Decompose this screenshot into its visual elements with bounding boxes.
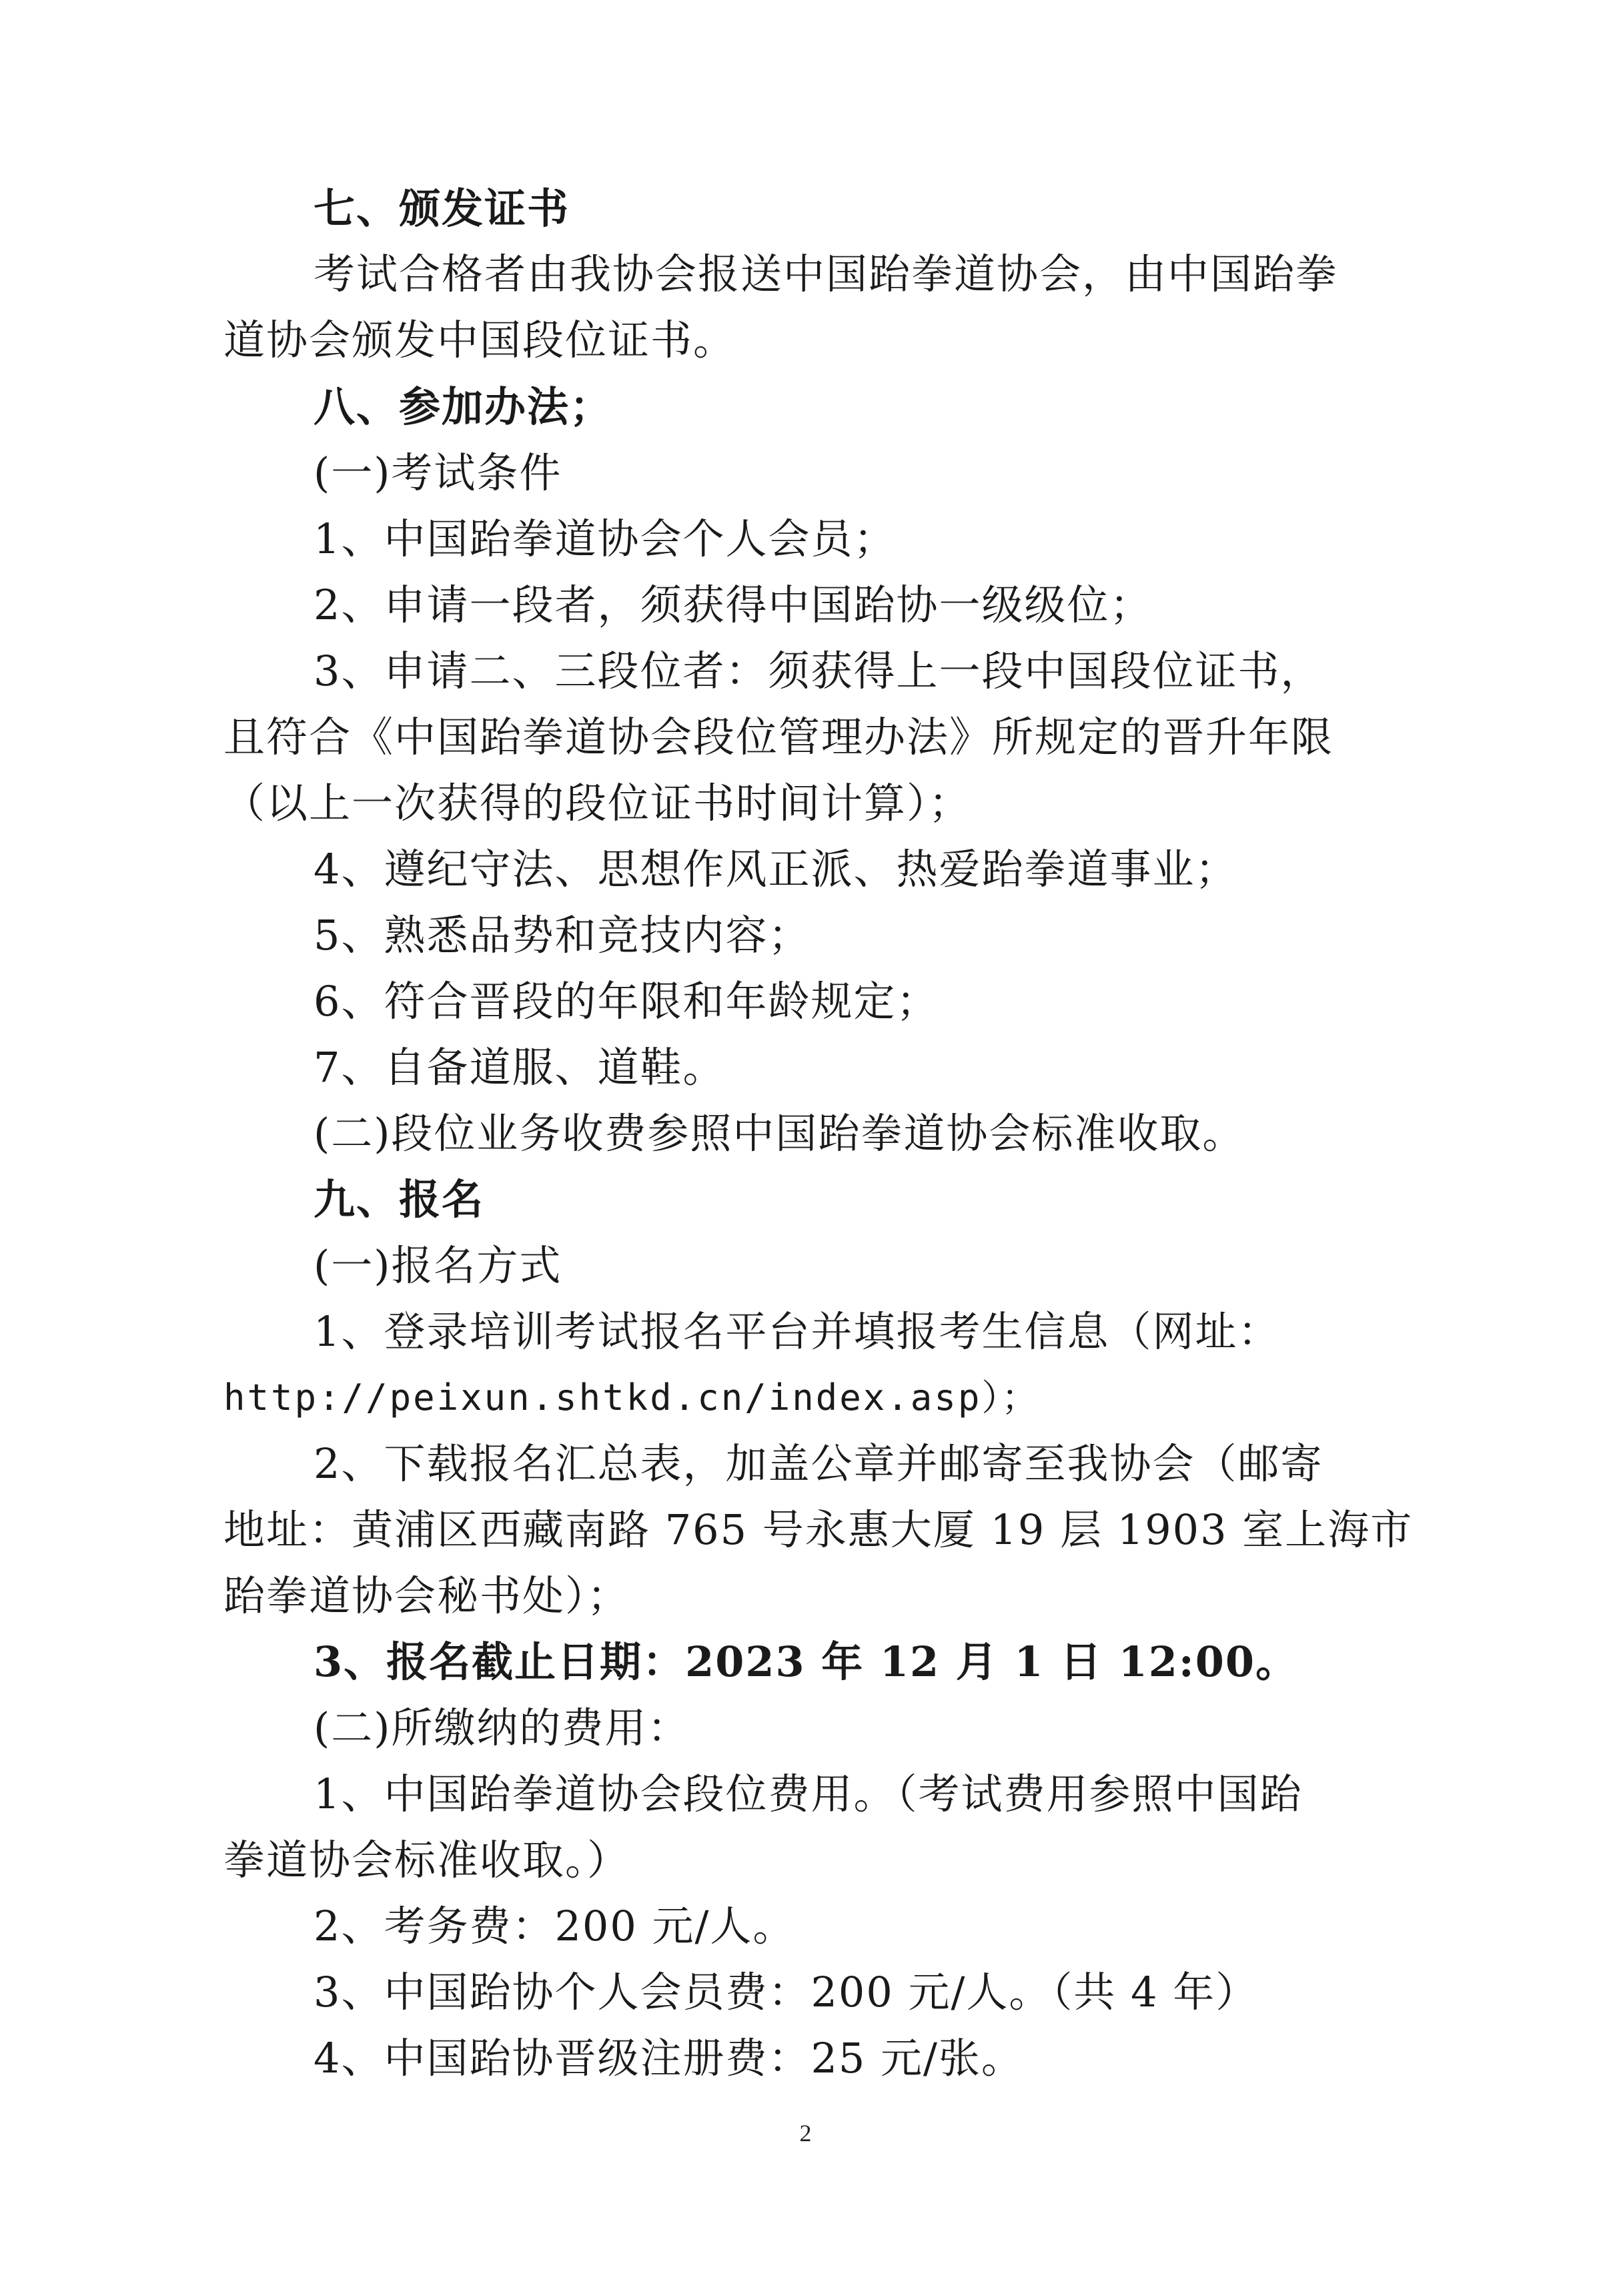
section-heading-registration: 九、报名 [314,1175,485,1224]
list-item: 4、遵纪守法、思想作风正派、热爱跆拳道事业； [314,845,1238,893]
page-number: 2 [799,2120,812,2147]
paragraph-line: （以上一次获得的段位证书时间计算）； [223,779,972,827]
paragraph-line: 地址：黄浦区西藏南路 765 号永惠大厦 19 层 1903 室上海市 [223,1505,1414,1554]
paragraph-line: 道协会颁发中国段位证书。 [223,316,736,364]
list-item: 4、中国跆协晋级注册费：25 元/张。 [314,2034,1024,2082]
list-item: 6、符合晋段的年限和年龄规定； [314,977,939,1026]
list-item: 1、中国跆拳道协会段位费用。（考试费用参照中国跆 [314,1770,1303,1818]
subheading-exam-conditions: (一)考试条件 [314,448,562,497]
paragraph-line: (二)段位业务收费参照中国跆拳道协会标准收取。 [314,1109,1245,1158]
list-item: 3、中国跆协个人会员费：200 元/人。（共 4 年） [314,1968,1259,2016]
section-heading-certificate: 七、颁发证书 [314,184,570,233]
list-item: 1、登录培训考试报名平台并填报考生信息（网址： [314,1307,1281,1356]
registration-url: http://peixun.shtkd.cn/index.asp）； [223,1377,1040,1419]
subheading-registration-method: (一)报名方式 [314,1241,562,1290]
paragraph-line: 且符合《中国跆拳道协会段位管理办法》所规定的晋升年限 [223,713,1334,761]
list-item: 3、申请二、三段位者：须获得上一段中国段位证书， [314,647,1323,695]
list-item: 2、考务费：200 元/人。 [314,1902,796,1950]
registration-deadline: 3、报名截止日期：2023 年 12 月 1 日 12:00。 [314,1637,1299,1686]
paragraph-line: 跆拳道协会秘书处）； [223,1571,630,1620]
list-item: 1、中国跆拳道协会个人会员； [314,514,897,563]
list-item: 2、申请一段者，须获得中国跆协一级级位； [314,581,1153,629]
paragraph-line: 拳道协会标准收取。） [223,1836,630,1884]
paragraph-line: 考试合格者由我协会报送中国跆拳道协会，由中国跆拳 [314,250,1339,298]
list-item: 5、熟悉品势和竞技内容； [314,911,811,960]
list-item: 7、自备道服、道鞋。 [314,1043,726,1092]
section-heading-participation: 八、参加办法； [314,382,613,431]
subheading-fees: (二)所缴纳的费用： [314,1703,690,1752]
list-item: 2、下载报名汇总表，加盖公章并邮寄至我协会（邮寄 [314,1439,1323,1488]
